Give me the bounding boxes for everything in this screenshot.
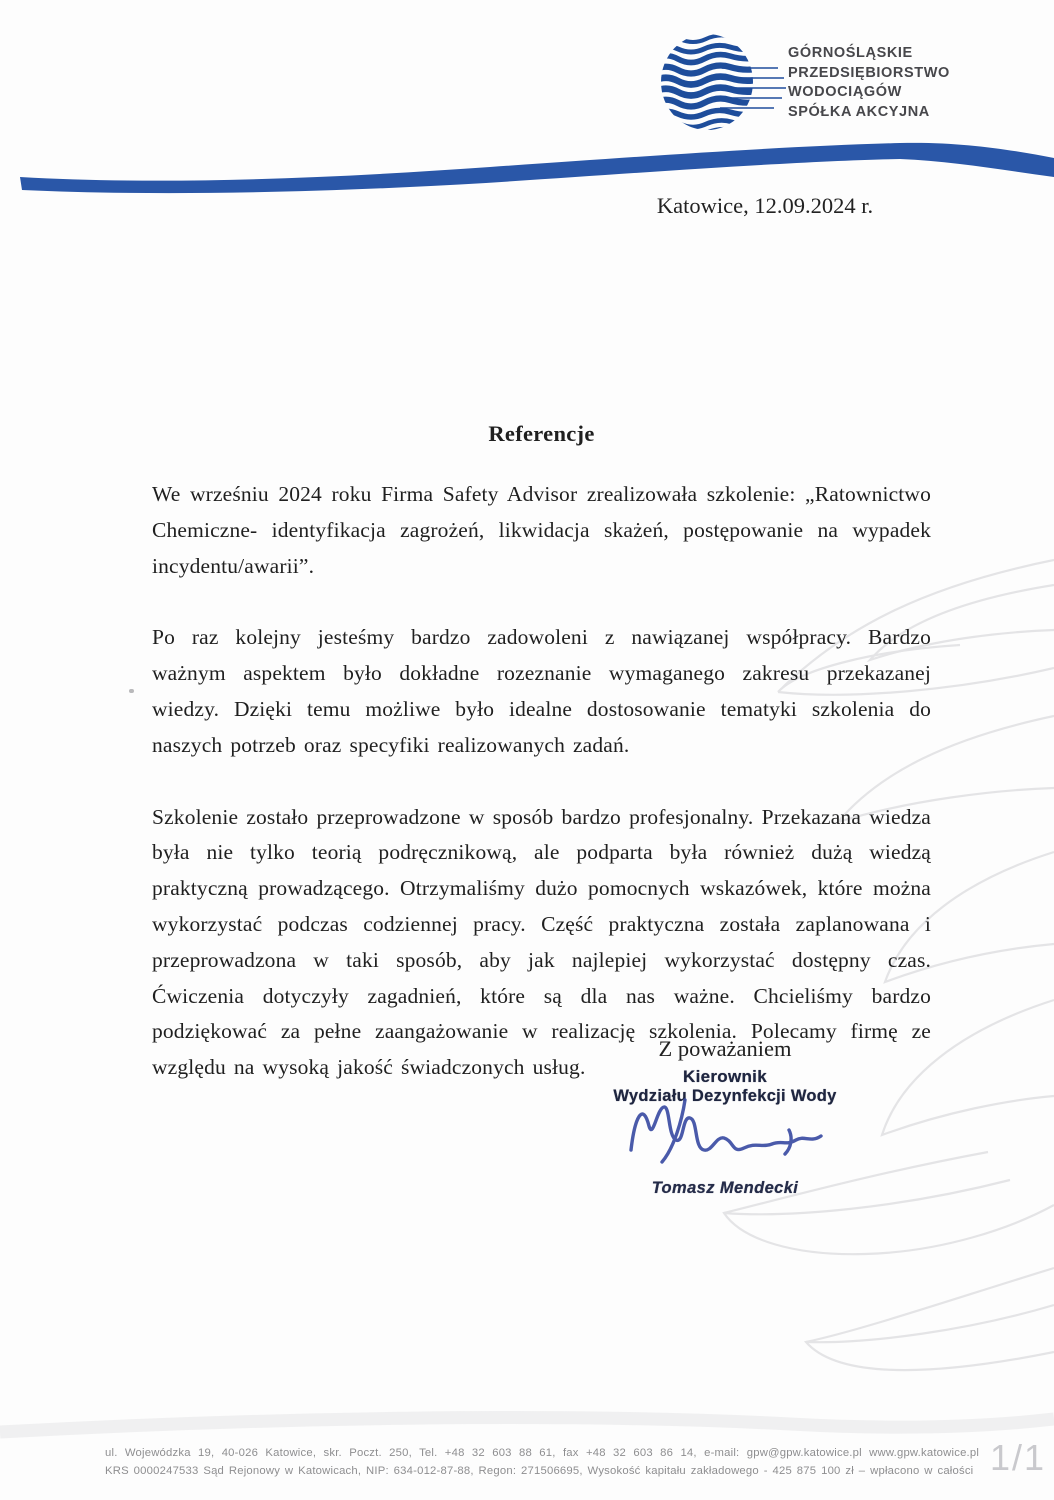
document-title: Referencje bbox=[488, 421, 595, 446]
dateline: Katowice, 12.09.2024 r. bbox=[656, 193, 874, 218]
footer-contact-block bbox=[105, 1445, 997, 1480]
paragraph: We wrześniu 2024 roku Firma Safety Advisor zrealizowała szkolenie: „Ratownictwo Chemiczne- identyfikacja zagrożeń, likwidacja skażeń, postępowanie na wypadek incydentu/awarii”. bbox=[152, 482, 931, 578]
footer-address-line: ul. Wojewódzka 19, 40-026 Katowice, skr. Poczt. 250, Tel. +48 32 603 88 61, fax +48 32 603 86 14, e-mail: gpw@gpw.katowice.pl www.gpw.katowice.pl bbox=[105, 1447, 980, 1459]
footer-registry-line: KRS 0000247533 Sąd Rejonowy w Katowicach, NIP: 634-012-87-88, Regon: 271506695, Wysokość kapitału zakładowego - 425 875 100 zł – wpłacono w całości bbox=[105, 1464, 974, 1477]
stamp-role-title: Kierownik bbox=[683, 1067, 767, 1086]
company-name-line: WODOCIĄGÓW bbox=[788, 84, 902, 100]
page-number: 1/1 bbox=[989, 1437, 1046, 1478]
stamp-signer-name: Tomasz Mendecki bbox=[651, 1179, 799, 1197]
blue-wave-divider bbox=[0, 0, 1054, 210]
closing-block bbox=[595, 1036, 855, 1198]
handwritten-signature bbox=[623, 1094, 838, 1174]
company-name-line: GÓRNOŚLĄSKIE bbox=[788, 45, 913, 61]
stamp-role-department: Wydziału Dezynfekcji Wody bbox=[613, 1087, 837, 1105]
paragraph: Po raz kolejny jesteśmy bardzo zadowoleni z nawiązanej współpracy. Bardzo ważnym aspektem było dokładne rozeznanie wymaganego zakresu przekazanej wiedzy. Dzięki temu możliwe było idealne dostosowanie tematyki szkolenia do naszych potrzeb oraz specyfiki realizowanych zadań. bbox=[152, 625, 931, 757]
scan-artifact bbox=[129, 689, 134, 693]
company-name-line: SPÓŁKA AKCYJNA bbox=[788, 103, 930, 120]
paragraph: Szkolenie zostało przeprowadzone w sposób bardzo profesjonalny. Przekazana wiedza była nie tylko teorią podręcznikową, ale podparta była również dużą wiedzą praktyczną prowadzącego. Otrzymaliśmy dużo pomocnych wskazówek, które można wykorzystać podczas codziennej pracy. Część praktyczna została zaplanowana i przeprowadzona w taki sposób, aby jak najlepiej wykorzystać dostępny czas. Ćwiczenia dotyczyły zagadnień, które są dla nas ważne. Chcieliśmy bardzo podziękować za pełne zaangażowanie w realizację szkolenia. Polecamy firmę ze względu na wysoką jakość świadczonych usług. bbox=[152, 804, 931, 1080]
letter-body bbox=[152, 421, 931, 1122]
company-name-line: PRZEDSIĘBIORSTWO bbox=[788, 64, 950, 81]
valediction: Z poważaniem bbox=[658, 1036, 792, 1061]
